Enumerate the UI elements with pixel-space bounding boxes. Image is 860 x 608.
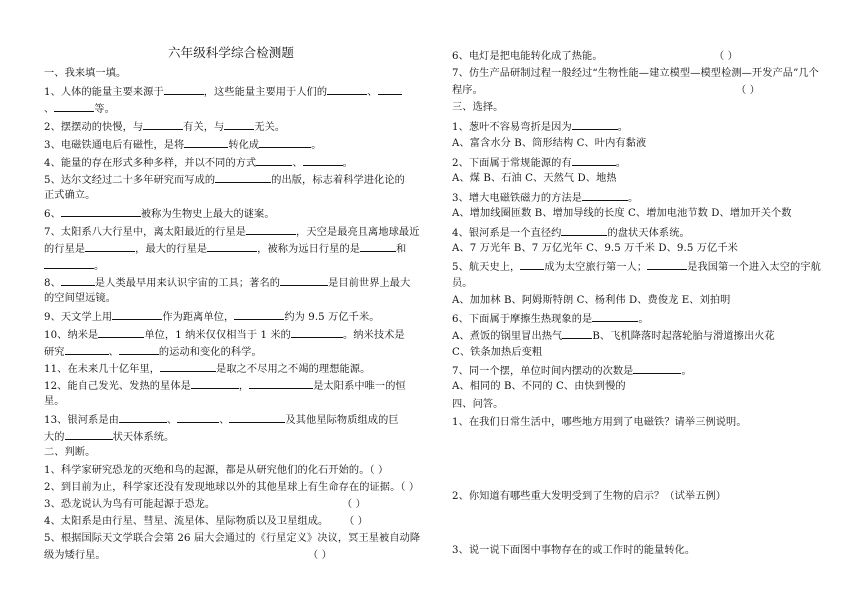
- question-line: [452, 490, 726, 503]
- question-line: [44, 119, 285, 134]
- line-text: 的出版，标志着科学进化论的: [271, 175, 405, 186]
- question-line: [452, 363, 692, 378]
- answer-blank[interactable]: [191, 378, 239, 389]
- answer-parentheses[interactable]: （ ）: [344, 516, 368, 527]
- line-text: 、: [108, 347, 119, 358]
- question-line: [452, 225, 690, 240]
- question-line: [44, 515, 328, 528]
- line-text: 1、葱叶不容易弯折是因为: [452, 122, 572, 133]
- question-line: [44, 275, 410, 290]
- line-text: 7、仿生产品研制过程一般经过“生物性能—建立模型—模型检测—开发产品”几个: [452, 68, 819, 79]
- line-text: ，: [238, 381, 250, 392]
- question-line: [44, 224, 420, 239]
- answer-blank[interactable]: [249, 378, 313, 389]
- line-text: 2、你知道有哪些重大发明受到了生物的启示？（试举五例）: [452, 491, 727, 502]
- question-line: [452, 67, 819, 80]
- line-text: 1、在我们日常生活中，哪些地方用到了电磁铁？请举三例说明。: [452, 417, 747, 428]
- line-text: A、煮饭的锅里冒出热气: [452, 331, 563, 342]
- question-line: [44, 189, 95, 202]
- answer-blank[interactable]: [119, 412, 167, 423]
- answer-blank[interactable]: [164, 84, 204, 95]
- section-heading: 二、判断。: [44, 447, 96, 458]
- line-text: 6、: [44, 209, 61, 220]
- line-text: 3、恐龙说认为鸟有可能起源于恐龙。: [44, 499, 216, 510]
- line-text: 的空间望远镜。: [44, 293, 117, 304]
- line-text: 大的: [44, 432, 65, 443]
- line-text: 和: [396, 244, 407, 255]
- answer-blank[interactable]: [61, 206, 141, 217]
- answer-blank[interactable]: [160, 361, 216, 372]
- line-text: 有关，与: [183, 122, 225, 133]
- line-text: 、: [219, 415, 230, 426]
- answer-blank[interactable]: [229, 412, 285, 423]
- question-line: [44, 549, 106, 562]
- line-text: 、: [166, 415, 178, 426]
- line-text: 正式确立。: [44, 190, 96, 201]
- line-text: 。: [617, 122, 629, 133]
- question-line: [44, 361, 370, 376]
- answer-parentheses[interactable]: （ ）: [342, 499, 366, 510]
- answer-blank[interactable]: [572, 155, 616, 166]
- question-line: [44, 101, 115, 116]
- line-text: 4、太阳系是由行星、彗星、流星体、星际物质以及卫星组成。: [44, 516, 329, 527]
- line-text: 。: [681, 366, 692, 377]
- answer-blank[interactable]: [224, 119, 254, 130]
- answer-blank[interactable]: [647, 259, 687, 270]
- question-line: [452, 155, 626, 170]
- line-text: 。: [94, 261, 105, 272]
- answer-blank[interactable]: [633, 363, 681, 374]
- answer-blank[interactable]: [572, 119, 618, 130]
- line-text: A、富含水分 B、筒形结构 C、叶内有黏液: [452, 138, 647, 149]
- line-text: 8、: [44, 278, 61, 289]
- line-text: 4、银河系是一个直径约: [452, 228, 562, 239]
- answer-blank[interactable]: [112, 309, 162, 320]
- answer-blank[interactable]: [280, 275, 328, 286]
- question-line: [452, 544, 695, 557]
- answer-blank[interactable]: [561, 225, 607, 236]
- answer-blank[interactable]: [520, 259, 544, 270]
- question-line: [44, 309, 380, 324]
- line-text: 、: [44, 104, 55, 115]
- line-text: B、飞机降落时起落轮胎与滑道擦出火花: [592, 331, 775, 342]
- line-text: 。: [628, 193, 639, 204]
- answer-blank[interactable]: [592, 311, 638, 322]
- question-line: [452, 259, 821, 274]
- line-text: 5、达尔文经过二十多年研究而写成的: [44, 175, 216, 186]
- question-line: [452, 172, 617, 185]
- line-text: 3、电磁铁通电后有磁性，是将: [44, 140, 185, 151]
- answer-parentheses[interactable]: （ ）: [714, 51, 738, 62]
- line-text: 。: [615, 158, 627, 169]
- line-text: 。纳米技术是: [342, 330, 405, 341]
- answer-parentheses[interactable]: （ ）: [308, 550, 332, 561]
- answer-blank[interactable]: [360, 241, 396, 252]
- line-text: 。: [638, 314, 649, 325]
- line-text: 被称为生物史上最大的谜案。: [140, 209, 275, 220]
- question-line: [44, 532, 420, 545]
- line-text: 1、科学家研究恐龙的灭绝和鸟的起源，都是从研究他们的化石开始的。（ ）: [44, 465, 389, 476]
- question-line: [452, 277, 473, 290]
- question-line: [44, 292, 116, 305]
- line-text: 3、增大电磁铁磁力的方法是: [452, 193, 583, 204]
- answer-blank[interactable]: [246, 224, 296, 235]
- line-text: 的行星是: [44, 244, 86, 255]
- answer-blank[interactable]: [207, 241, 257, 252]
- answer-blank[interactable]: [291, 327, 343, 338]
- question-line: [44, 412, 399, 427]
- answer-parentheses[interactable]: （ ）: [736, 85, 760, 96]
- answer-blank[interactable]: [234, 309, 284, 320]
- answer-blank[interactable]: [562, 328, 592, 339]
- section-heading: 一、我来填一填。: [44, 68, 127, 79]
- question-line: [44, 155, 353, 170]
- answer-blank[interactable]: [256, 155, 292, 166]
- question-line: [452, 242, 738, 255]
- page-title: 六年级科学综合检测题: [168, 45, 295, 60]
- question-line: [44, 429, 174, 444]
- answer-blank[interactable]: [582, 190, 628, 201]
- question-line: [452, 346, 542, 359]
- line-text: 约为 9.5 万亿千米。: [284, 312, 380, 323]
- line-text: 研究: [44, 347, 65, 358]
- answer-blank[interactable]: [61, 275, 95, 286]
- question-line: [452, 328, 775, 343]
- line-text: 13、银河系是由: [44, 415, 119, 426]
- line-text: 等。: [94, 104, 115, 115]
- question-line: [44, 395, 65, 408]
- line-text: 12、能自己发光、发热的星体是: [44, 381, 191, 392]
- line-text: 7、太阳系八大行星中，离太阳最近的行星是: [44, 227, 247, 238]
- question-line: [44, 258, 104, 273]
- answer-blank[interactable]: [177, 412, 219, 423]
- line-text: 、: [292, 158, 303, 169]
- question-line: [452, 190, 638, 205]
- answer-blank[interactable]: [44, 258, 94, 269]
- answer-blank[interactable]: [65, 429, 113, 440]
- line-text: 转化成: [228, 140, 260, 151]
- question-line: [44, 344, 262, 359]
- line-text: A、7 万光年 B、7 万亿光年 C、9.5 万千米 D、9.5 万亿千米: [452, 243, 738, 254]
- question-line: [44, 172, 405, 187]
- line-text: 3、说一说下面图中事物存在的或工作时的能量转化。: [452, 545, 696, 556]
- line-text: 7、同一个摆，单位时间内摆动的次数是: [452, 366, 634, 377]
- line-text: 及其他星际物质组成的巨: [285, 415, 399, 426]
- question-line: [44, 84, 402, 99]
- answer-blank[interactable]: [98, 327, 144, 338]
- question-line: [44, 327, 405, 342]
- answer-blank[interactable]: [327, 84, 367, 95]
- line-text: 10、纳米是: [44, 330, 99, 341]
- line-text: 程序。: [452, 85, 483, 96]
- line-text: 是我国第一个进入太空的宇航: [687, 262, 821, 273]
- section-heading: 四、问答。: [452, 399, 504, 410]
- question-line: [44, 464, 388, 477]
- line-text: 的运动和变化的科学。: [158, 347, 262, 358]
- question-line: [44, 378, 406, 393]
- question-line: [44, 241, 406, 256]
- line-text: 单位，1 纳米仅仅相当于 1 米的: [144, 330, 291, 341]
- answer-blank[interactable]: [119, 344, 159, 355]
- question-line: [452, 207, 792, 220]
- line-text: ，天空是最亮且离地球最近: [296, 227, 420, 238]
- line-text: A、增加线圈匝数 B、增加导线的长度 C、增加电池节数 D、增加开关个数: [452, 208, 792, 219]
- answer-blank[interactable]: [65, 344, 109, 355]
- line-text: 。: [342, 158, 353, 169]
- line-text: 员。: [452, 278, 473, 289]
- line-text: 星。: [44, 396, 65, 407]
- line-text: 成为太空旅行第一人；: [544, 262, 648, 273]
- line-text: 是太阳系中唯一的恒: [313, 381, 406, 392]
- line-text: ，被称为远日行星的是: [257, 244, 361, 255]
- answer-blank[interactable]: [54, 101, 94, 112]
- line-text: 6、电灯是把电能转化成了热能。: [452, 51, 603, 62]
- answer-blank[interactable]: [143, 119, 183, 130]
- line-text: 状天体系统。: [112, 432, 175, 443]
- question-line: [452, 137, 646, 150]
- question-line: [452, 50, 603, 63]
- answer-blank[interactable]: [215, 172, 271, 183]
- line-text: ，这些能量主要用于人们的: [203, 87, 328, 98]
- line-text: 2、到目前为止，科学家还没有发现地球以外的其他星球上有生命存在的证据。（ ）: [44, 482, 420, 493]
- line-text: 是人类最早用来认识宇宙的工具；著名的: [94, 278, 281, 289]
- line-text: 5、航天史上，: [452, 262, 521, 273]
- line-text: 是目前世界上最大: [328, 278, 411, 289]
- answer-blank[interactable]: [378, 84, 402, 95]
- question-line: [452, 294, 730, 307]
- line-text: A、煤 B、石油 C、天然气 D、地热: [452, 173, 617, 184]
- line-text: C、铁条加热后变粗: [452, 347, 543, 358]
- line-text: ，最大的行星是: [135, 244, 208, 255]
- line-text: 。: [311, 140, 322, 151]
- line-text: 、: [367, 87, 378, 98]
- question-line: [452, 311, 649, 326]
- line-text: 1、人体的能量主要来源于: [44, 87, 164, 98]
- line-text: 级为矮行星。: [44, 550, 106, 561]
- question-line: [452, 84, 483, 97]
- question-line: [44, 137, 322, 152]
- line-text: 2、下面属于常规能源的有: [452, 158, 572, 169]
- line-text: 作为距离单位，: [162, 312, 235, 323]
- question-line: [452, 380, 626, 393]
- answer-blank[interactable]: [259, 137, 311, 148]
- question-line: [44, 498, 215, 511]
- answer-blank[interactable]: [303, 155, 343, 166]
- answer-blank[interactable]: [85, 241, 135, 252]
- question-line: [452, 416, 747, 429]
- line-text: 5、根据国际天文学联合会第 26 届大会通过的《行星定义》决议，冥王星被自动降: [44, 533, 421, 544]
- line-text: 无关。: [254, 122, 286, 133]
- line-text: 的盘状天体系统。: [607, 228, 690, 239]
- line-text: A、相同的 B、不同的 C、由快到慢的: [452, 381, 626, 392]
- section-heading: 三、选择。: [452, 102, 504, 113]
- line-text: 4、能量的存在形式多种多样，并以不同的方式: [44, 158, 257, 169]
- question-line: [44, 206, 275, 221]
- line-text: A、加加林 B、阿姆斯特朗 C、杨利伟 D、费俊龙 E、刘拍明: [452, 295, 731, 306]
- line-text: 11、在未来几十亿年里，: [44, 364, 161, 375]
- answer-blank[interactable]: [184, 137, 228, 148]
- question-line: [452, 119, 628, 134]
- line-text: 6、下面属于摩擦生热现象的是: [452, 314, 593, 325]
- question-line: [44, 481, 419, 494]
- line-text: 9、天文学上用: [44, 312, 113, 323]
- line-text: 2、摆摆动的快慢，与: [44, 122, 144, 133]
- line-text: 是取之不尽用之不竭的理想能源。: [216, 364, 371, 375]
